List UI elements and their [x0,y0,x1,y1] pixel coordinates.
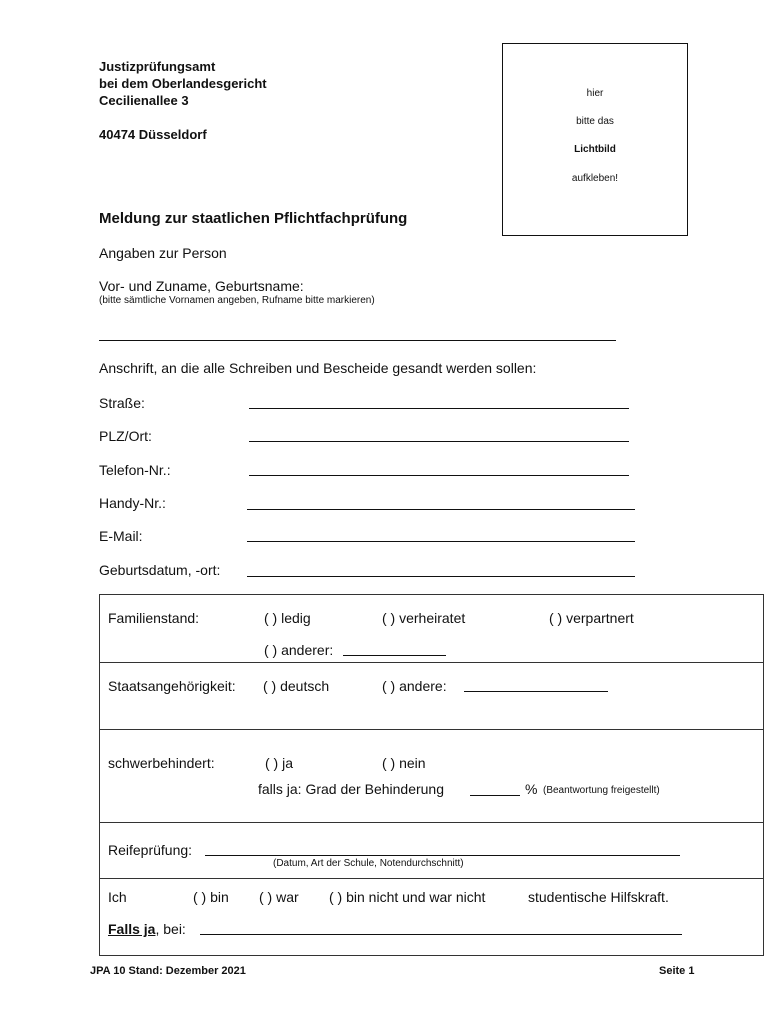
plz-field[interactable] [249,441,629,442]
authority-name: Justizprüfungsamt [99,59,216,74]
marital-other-option[interactable]: ( ) anderer: [264,642,334,658]
marital-single-option[interactable]: ( ) ledig [264,610,311,626]
email-field[interactable] [247,541,635,542]
disability-label: schwerbehindert: [108,755,215,771]
disability-yes-option[interactable]: ( ) ja [265,755,293,771]
assistant-if-yes [108,921,186,937]
email-label: E-Mail: [99,528,143,544]
disability-hint: (Beantwortung freigestellt) [543,785,660,796]
graduation-field[interactable] [205,855,680,856]
photo-text-4: aufkleben! [571,173,619,184]
marital-label: Familienstand: [108,610,200,626]
address-intro: Anschrift, an die alle Schreiben und Bescheide gesandt werden sollen: [99,360,537,376]
assistant-at-label: , bei: [155,921,186,937]
authority-street: Cecilienallee 3 [99,93,189,108]
divider [99,662,764,663]
nationality-other-option[interactable]: ( ) andere: [382,678,447,694]
mobile-label: Handy-Nr.: [99,495,166,511]
footer-version: JPA 10 Stand: Dezember 2021 [90,965,246,977]
footer-page: Seite 1 [659,965,695,977]
nationality-german-option[interactable]: ( ) deutsch [263,678,330,694]
birth-field[interactable] [247,576,635,577]
marital-other-field[interactable] [343,655,446,656]
plz-label: PLZ/Ort: [99,428,152,444]
percent-sign: % [525,781,538,797]
assistant-is-option[interactable]: ( ) bin [193,889,229,905]
disability-degree-field[interactable] [470,795,520,796]
authority-city: 40474 Düsseldorf [99,127,207,142]
assistant-ich: Ich [108,889,127,905]
mobile-field[interactable] [247,509,635,510]
assistant-employer-field[interactable] [200,934,682,935]
disability-degree-label: falls ja: Grad der Behinderung [258,781,444,797]
section-person: Angaben zur Person [99,245,227,261]
street-label: Straße: [99,395,145,411]
phone-field[interactable] [249,475,629,476]
photo-text-1: hier [586,88,604,99]
name-field[interactable] [99,340,616,341]
authority-court: bei dem Oberlandesgericht [99,76,267,91]
assistant-was-option[interactable]: ( ) war [259,889,299,905]
nationality-label: Staatsangehörigkeit: [108,678,236,694]
form-title: Meldung zur staatlichen Pflichtfachprüfung [99,210,408,227]
assistant-never-option[interactable]: ( ) bin nicht und war nicht [329,889,486,905]
graduation-hint: (Datum, Art der Schule, Notendurchschnitt) [273,858,464,869]
disability-no-option[interactable]: ( ) nein [382,755,426,771]
marital-partnered-option[interactable]: ( ) verpartnert [549,610,634,626]
photo-box [502,43,688,236]
phone-label: Telefon-Nr.: [99,462,171,478]
street-field[interactable] [249,408,629,409]
name-label: Vor- und Zuname, Geburtsname: [99,278,304,294]
marital-married-option[interactable]: ( ) verheiratet [382,610,466,626]
assistant-if-yes-emphasis: Falls ja [108,921,156,937]
divider [99,878,764,879]
nationality-other-field[interactable] [464,691,608,692]
assistant-text: studentische Hilfskraft. [528,889,669,905]
divider [99,729,764,730]
graduation-label: Reifeprüfung: [108,842,193,858]
name-hint: (bitte sämtliche Vornamen angeben, Rufname bitte markieren) [99,295,375,306]
birth-label: Geburtsdatum, -ort: [99,562,221,578]
divider [99,822,764,823]
photo-text-3: Lichtbild [574,144,616,155]
photo-text-2: bitte das [576,116,614,127]
